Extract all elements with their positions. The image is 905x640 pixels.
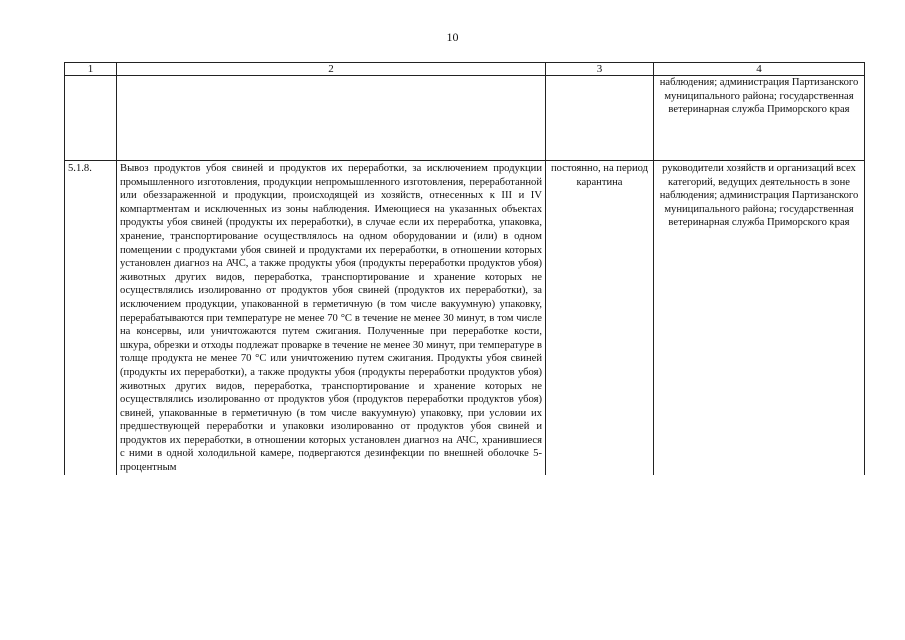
cell-item-number: 5.1.8. [65, 161, 117, 475]
cell-measure-text [117, 76, 546, 161]
cell-responsible: наблюдения; администрация Партизанского муниципального района; государственная ветеринарная служба Приморского края [654, 76, 865, 161]
cell-period: постоянно, на период карантина [546, 161, 654, 475]
table-row-continuation [65, 76, 865, 161]
column-header-2: 2 [117, 63, 546, 76]
cell-measure-text: Вывоз продуктов убоя свиней и продуктов их переработки, за исключением продукции промышленного изготовления, продукции непромышленного изготовления, переработанной или обеззараженной и продукции, происходящей из хозяйств, отнесенных к III и IV компартментам и исключенных из зоны наблюдения. Имеющиеся на указанных объектах продукты убоя свиней (продукты их переработки), в случае если их переработка, упаковка, хранение, транспортирование осуществлялось на одном оборудовании и (или) в одном помещении с продуктами убоя свиней и продуктами их переработки, в отношении которых установлен диагноз на АЧС, а также продукты убоя (продукты переработки продуктов убоя) животных других видов, переработка, транспортирование и хранение которых не осуществлялись изолированно от продуктов убоя свиней (продуктов их переработки), за исключением продукции, упакованной в герметичную (в том числе вакуумную) упаковку, перерабатываются при температуре не менее 70 °С в течение не менее 30 минут, в том числе на консервы, или уничтожаются путем сжигания. Полученные при переработке кости, шкура, обрезки и отходы подлежат проварке в течение не менее 30 минут, при температуре в толще продукта не менее 70 °С или уничтожению путем сжигания. Продукты убоя свиней (продукты их переработки), а также продукты убоя (продукты переработки продуктов убоя) животных других видов, переработка, транспортирование и хранение которых не осуществлялись изолированно от продуктов убоя (продуктов переработки продуктов убоя) свиней, упакованные в герметичную (в том числе вакуумную) упаковку, при условии их предшествующей переработки и упаковки изолированно от продуктов убоя свиней и продуктов их переработки, в отношении которых установлен диагноз на АЧС, хранившиеся с ними в одной холодильной камере, подвергаются дезинфекции по внешней оболочке 5-процентным [117, 161, 546, 475]
column-header-3: 3 [546, 63, 654, 76]
cell-period [546, 76, 654, 161]
column-header-1: 1 [65, 63, 117, 76]
page-number: 10 [446, 30, 459, 44]
column-header-4: 4 [654, 63, 865, 76]
table-header-row [65, 63, 865, 76]
cell-item-number [65, 76, 117, 161]
table-row-5-1-8 [65, 161, 865, 475]
measures-table [64, 62, 865, 475]
cell-responsible: руководители хозяйств и организаций всех категорий, ведущих деятельность в зоне наблюдения; администрация Партизанского муниципального района; государственная ветеринарная служба Приморского края [654, 161, 865, 475]
